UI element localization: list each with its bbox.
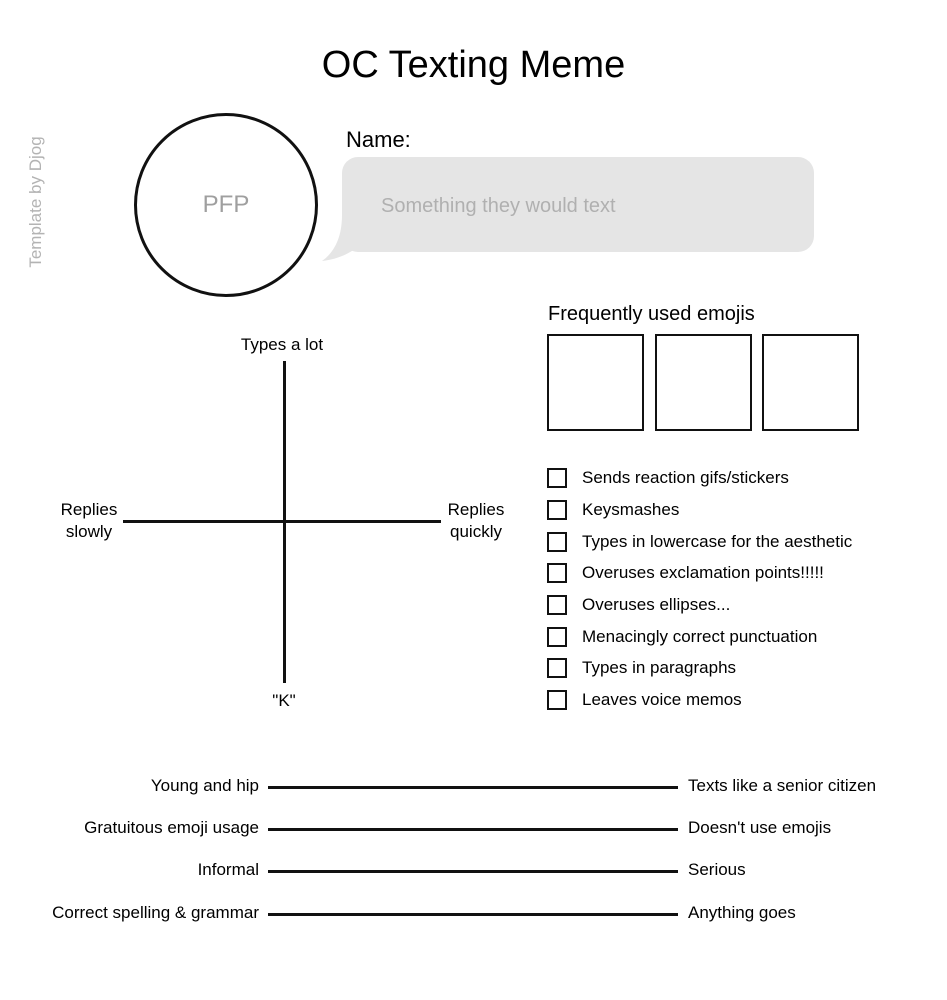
checklist-item[interactable] (547, 657, 736, 679)
checkbox[interactable] (547, 563, 567, 583)
scale-line[interactable] (268, 913, 678, 916)
checkbox[interactable] (547, 595, 567, 615)
sample-text-placeholder: Something they would text (381, 195, 616, 217)
axis-label-left-line2: slowly (65, 522, 113, 541)
checkbox[interactable] (547, 468, 567, 488)
checklist-item[interactable] (547, 499, 679, 521)
checklist-item[interactable] (547, 626, 817, 648)
scale-left-label: Informal (197, 860, 259, 879)
axis-label-top: Types a lot (240, 335, 324, 354)
pfp-placeholder: PFP (202, 191, 250, 218)
checklist-label: Leaves voice memos (582, 690, 742, 709)
checkbox[interactable] (547, 500, 567, 520)
checklist-item[interactable] (547, 594, 730, 616)
scale-right-label: Serious (688, 860, 746, 879)
scale-right-label: Doesn't use emojis (688, 818, 832, 837)
quadrant-horizontal-axis (123, 520, 441, 523)
scale-left-label: Young and hip (150, 776, 259, 795)
checklist-item[interactable] (547, 467, 789, 489)
axis-label-right-line2: quickly (450, 522, 502, 541)
page-title: OC Texting Meme (321, 44, 626, 86)
checklist-label: Menacingly correct punctuation (582, 627, 818, 646)
axis-label-right-line1: Replies (447, 500, 505, 519)
checklist-item[interactable] (547, 531, 852, 553)
template-credit: Template by Djog (26, 136, 45, 268)
scale-left-label: Gratuitous emoji usage (84, 818, 259, 837)
emoji-slot-1[interactable] (547, 334, 644, 431)
scale-line[interactable] (268, 786, 678, 789)
emoji-slot-3[interactable] (762, 334, 859, 431)
axis-label-left-line1: Replies (60, 500, 118, 519)
scale-line[interactable] (268, 828, 678, 831)
emoji-slot-2[interactable] (655, 334, 752, 431)
checklist-label: Sends reaction gifs/stickers (582, 468, 789, 487)
checklist-label: Keysmashes (582, 500, 680, 519)
scale-line[interactable] (268, 870, 678, 873)
scale-right-label: Texts like a senior citizen (688, 776, 877, 795)
checklist-item[interactable] (547, 562, 824, 584)
name-label: Name: (346, 127, 411, 152)
checkbox[interactable] (547, 627, 567, 647)
scale-left-label: Correct spelling & grammar (52, 903, 259, 922)
emoji-section-label: Frequently used emojis (548, 303, 755, 325)
checkbox[interactable] (547, 690, 567, 710)
scale-right-label: Anything goes (688, 903, 796, 922)
checklist-label: Overuses exclamation points!!!!! (582, 563, 824, 582)
checklist-label: Types in paragraphs (582, 658, 737, 677)
checklist-label: Overuses ellipses... (582, 595, 731, 614)
profile-picture-circle[interactable] (134, 113, 318, 297)
checkbox[interactable] (547, 532, 567, 552)
axis-label-bottom: "K" (272, 691, 296, 710)
checklist-label: Types in lowercase for the aesthetic (582, 532, 853, 551)
axis-label-right (426, 499, 526, 543)
checkbox[interactable] (547, 658, 567, 678)
checklist-item[interactable] (547, 689, 742, 711)
